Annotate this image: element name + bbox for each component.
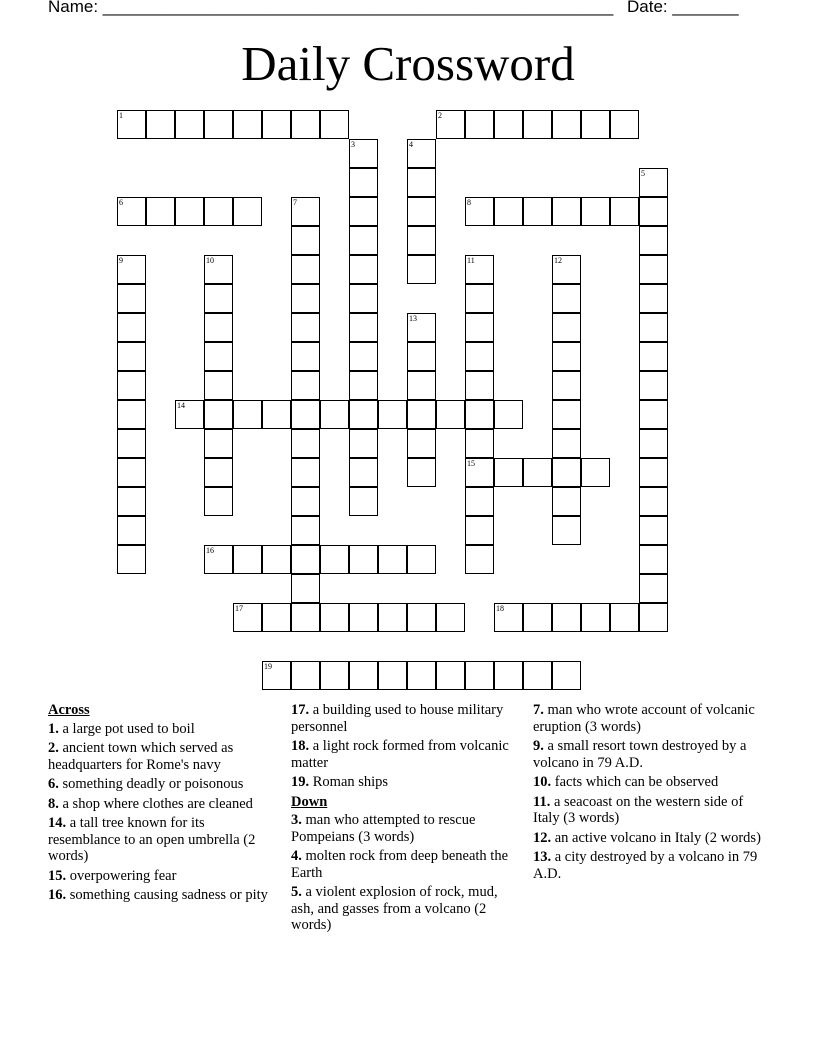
- cell-number: 16: [206, 546, 214, 555]
- across-clue-14: [48, 815, 274, 865]
- cell-number: 10: [206, 256, 214, 265]
- grid-cell[interactable]: [291, 545, 320, 574]
- grid-cell[interactable]: [204, 458, 233, 487]
- clue-text: a light rock formed from volcanic matter: [291, 738, 509, 771]
- grid-cell[interactable]: [320, 110, 349, 139]
- grid-cell[interactable]: [349, 284, 378, 313]
- clue-text: a violent explosion of rock, mud, ash, and gasses from a volcano (2 words): [291, 884, 498, 933]
- cell-number: 7: [293, 198, 297, 207]
- clue-number: 13.: [533, 849, 552, 865]
- grid-cell[interactable]: [291, 603, 320, 632]
- clue-number: 6.: [48, 776, 59, 792]
- grid-cell[interactable]: [320, 400, 349, 429]
- clues-column-1: [48, 702, 274, 907]
- grid-cell[interactable]: [291, 574, 320, 603]
- grid-cell[interactable]: [639, 545, 668, 574]
- grid-cell[interactable]: [233, 603, 262, 632]
- across-clue-18: [291, 738, 515, 771]
- grid-cell[interactable]: [639, 429, 668, 458]
- across-clue-17: [291, 702, 515, 735]
- grid-cell[interactable]: [465, 313, 494, 342]
- grid-cell[interactable]: [349, 661, 378, 690]
- grid-cell[interactable]: [552, 371, 581, 400]
- grid-cell[interactable]: [349, 139, 378, 168]
- grid-cell[interactable]: [552, 516, 581, 545]
- grid-cell[interactable]: [291, 487, 320, 516]
- grid-cell[interactable]: [291, 342, 320, 371]
- grid-cell[interactable]: [407, 139, 436, 168]
- grid-cell[interactable]: [291, 284, 320, 313]
- cell-number: 18: [496, 604, 504, 613]
- grid-cell[interactable]: [407, 458, 436, 487]
- clue-number: 2.: [48, 740, 59, 756]
- grid-cell[interactable]: [552, 400, 581, 429]
- clue-number: 9.: [533, 738, 544, 754]
- clue-number: 7.: [533, 702, 544, 718]
- across-clue-16: [48, 887, 274, 904]
- down-clue-3: [291, 812, 515, 845]
- grid-cell[interactable]: [349, 487, 378, 516]
- grid-cell[interactable]: [552, 110, 581, 139]
- grid-cell[interactable]: [175, 110, 204, 139]
- cell-number: 6: [119, 198, 123, 207]
- grid-cell[interactable]: [407, 661, 436, 690]
- grid-cell[interactable]: [291, 429, 320, 458]
- grid-cell[interactable]: [349, 545, 378, 574]
- grid-cell[interactable]: [291, 197, 320, 226]
- grid-cell[interactable]: [233, 110, 262, 139]
- grid-cell[interactable]: [407, 197, 436, 226]
- clue-number: 4.: [291, 848, 302, 864]
- grid-cell[interactable]: [146, 110, 175, 139]
- grid-cell[interactable]: [581, 110, 610, 139]
- grid-cell[interactable]: [291, 313, 320, 342]
- grid-cell[interactable]: [175, 400, 204, 429]
- grid-cell[interactable]: [262, 661, 291, 690]
- grid-cell[interactable]: [523, 110, 552, 139]
- clue-text: a city destroyed by a volcano in 79 A.D.: [533, 849, 758, 882]
- clue-text: something deadly or poisonous: [62, 776, 244, 792]
- grid-cell[interactable]: [639, 371, 668, 400]
- cell-number: 3: [351, 140, 355, 149]
- grid-cell[interactable]: [552, 487, 581, 516]
- grid-cell[interactable]: [204, 545, 233, 574]
- grid-cell[interactable]: [117, 458, 146, 487]
- grid-cell[interactable]: [204, 487, 233, 516]
- grid-cell[interactable]: [523, 458, 552, 487]
- grid-cell[interactable]: [117, 110, 146, 139]
- grid-cell[interactable]: [117, 400, 146, 429]
- grid-cell[interactable]: [639, 603, 668, 632]
- grid-cell[interactable]: [639, 284, 668, 313]
- grid-cell[interactable]: [291, 516, 320, 545]
- clue-text: overpowering fear: [69, 867, 177, 884]
- grid-cell[interactable]: [291, 458, 320, 487]
- clue-text: Roman ships: [312, 774, 389, 790]
- clue-text: a large pot used to boil: [62, 720, 195, 737]
- grid-cell[interactable]: [436, 400, 465, 429]
- down-clue-12: [533, 830, 765, 847]
- grid-cell[interactable]: [204, 342, 233, 371]
- grid-cell[interactable]: [581, 603, 610, 632]
- grid-cell[interactable]: [291, 226, 320, 255]
- grid-cell[interactable]: [581, 197, 610, 226]
- grid-cell[interactable]: [349, 603, 378, 632]
- across-clue-15: [48, 868, 274, 885]
- grid-cell[interactable]: [407, 429, 436, 458]
- clue-number: 19.: [291, 774, 310, 790]
- grid-cell[interactable]: [349, 342, 378, 371]
- grid-cell[interactable]: [204, 255, 233, 284]
- grid-cell[interactable]: [639, 516, 668, 545]
- clue-number: 12.: [533, 829, 552, 846]
- grid-cell[interactable]: [233, 400, 262, 429]
- down-clue-7: [533, 702, 765, 735]
- grid-cell[interactable]: [407, 400, 436, 429]
- clue-text: a shop where clothes are cleaned: [62, 795, 253, 812]
- grid-cell[interactable]: [320, 603, 349, 632]
- grid-cell[interactable]: [552, 255, 581, 284]
- clue-number: 1.: [48, 720, 59, 737]
- grid-cell[interactable]: [552, 284, 581, 313]
- grid-cell[interactable]: [117, 371, 146, 400]
- clue-text: a tall tree known for its resemblance to an open umbrella (2 words): [48, 815, 256, 864]
- clue-text: man who attempted to rescue Pompeians (3 words): [291, 812, 476, 845]
- grid-cell[interactable]: [436, 603, 465, 632]
- down-heading: Down: [291, 793, 328, 810]
- grid-cell[interactable]: [320, 661, 349, 690]
- grid-cell[interactable]: [262, 110, 291, 139]
- grid-cell[interactable]: [639, 342, 668, 371]
- name-field-label: Name: ______________________________________________________: [48, 0, 614, 16]
- grid-cell[interactable]: [262, 545, 291, 574]
- grid-cell[interactable]: [291, 371, 320, 400]
- grid-cell[interactable]: [320, 545, 349, 574]
- grid-cell[interactable]: [639, 487, 668, 516]
- grid-cell[interactable]: [117, 342, 146, 371]
- clue-number: 5.: [291, 884, 302, 900]
- grid-cell[interactable]: [349, 458, 378, 487]
- down-clue-4: [291, 848, 515, 881]
- cell-number: 13: [409, 314, 417, 323]
- grid-cell[interactable]: [494, 400, 523, 429]
- grid-cell[interactable]: [465, 487, 494, 516]
- cell-number: 4: [409, 140, 413, 149]
- clue-text: facts which can be observed: [554, 774, 719, 790]
- grid-cell[interactable]: [349, 400, 378, 429]
- down-clue-9: [533, 738, 765, 771]
- grid-cell[interactable]: [204, 371, 233, 400]
- grid-cell[interactable]: [552, 342, 581, 371]
- cell-number: 8: [467, 198, 471, 207]
- grid-cell[interactable]: [639, 226, 668, 255]
- across-clue-8: [48, 796, 274, 813]
- cell-number: 17: [235, 604, 243, 613]
- grid-cell[interactable]: [523, 603, 552, 632]
- clue-text: something causing sadness or pity: [69, 887, 268, 903]
- clue-text: man who wrote account of volcanic eruption (3 words): [533, 702, 755, 735]
- grid-cell[interactable]: [146, 197, 175, 226]
- grid-cell[interactable]: [494, 603, 523, 632]
- across-clue-19: [291, 774, 515, 791]
- clue-text: molten rock from deep beneath the Earth: [291, 848, 509, 881]
- grid-cell[interactable]: [117, 284, 146, 313]
- grid-cell[interactable]: [639, 400, 668, 429]
- cell-number: 1: [119, 111, 123, 120]
- cell-number: 14: [177, 401, 185, 410]
- grid-cell[interactable]: [407, 545, 436, 574]
- grid-cell[interactable]: [117, 255, 146, 284]
- clue-number: 15.: [48, 867, 67, 884]
- grid-cell[interactable]: [465, 400, 494, 429]
- grid-cell[interactable]: [204, 110, 233, 139]
- grid-cell[interactable]: [639, 313, 668, 342]
- grid-cell[interactable]: [436, 661, 465, 690]
- clue-number: 3.: [291, 812, 302, 828]
- grid-cell[interactable]: [552, 661, 581, 690]
- grid-cell[interactable]: [407, 603, 436, 632]
- grid-cell[interactable]: [349, 429, 378, 458]
- grid-cell[interactable]: [407, 342, 436, 371]
- clue-number: 17.: [291, 702, 310, 718]
- grid-cell[interactable]: [523, 661, 552, 690]
- grid-cell[interactable]: [407, 226, 436, 255]
- grid-cell[interactable]: [407, 255, 436, 284]
- grid-cell[interactable]: [291, 255, 320, 284]
- grid-cell[interactable]: [233, 545, 262, 574]
- grid-cell[interactable]: [117, 487, 146, 516]
- grid-cell[interactable]: [465, 197, 494, 226]
- cell-number: 19: [264, 662, 272, 671]
- down-clue-10: [533, 774, 765, 791]
- clues-column-3: [533, 702, 765, 885]
- grid-cell[interactable]: [204, 429, 233, 458]
- grid-cell[interactable]: [639, 255, 668, 284]
- clue-number: 14.: [48, 815, 67, 831]
- grid-cell[interactable]: [117, 516, 146, 545]
- across-clue-2: [48, 740, 274, 773]
- grid-cell[interactable]: [349, 313, 378, 342]
- grid-cell[interactable]: [407, 313, 436, 342]
- grid-cell[interactable]: [465, 516, 494, 545]
- grid-cell[interactable]: [552, 313, 581, 342]
- clue-text: a building used to house military personnel: [291, 702, 504, 735]
- grid-cell[interactable]: [175, 197, 204, 226]
- grid-cell[interactable]: [465, 545, 494, 574]
- grid-cell[interactable]: [465, 342, 494, 371]
- cell-number: 11: [467, 256, 475, 265]
- grid-cell[interactable]: [204, 400, 233, 429]
- grid-cell[interactable]: [204, 313, 233, 342]
- grid-cell[interactable]: [291, 110, 320, 139]
- grid-cell[interactable]: [117, 197, 146, 226]
- clues-column-2: [291, 702, 515, 937]
- grid-cell[interactable]: [349, 371, 378, 400]
- grid-cell[interactable]: [117, 429, 146, 458]
- grid-cell[interactable]: [204, 284, 233, 313]
- cell-number: 12: [554, 256, 562, 265]
- grid-cell[interactable]: [349, 168, 378, 197]
- grid-cell[interactable]: [552, 197, 581, 226]
- grid-cell[interactable]: [117, 545, 146, 574]
- grid-cell[interactable]: [610, 197, 639, 226]
- clue-text: a small resort town destroyed by a volcano in 79 A.D.: [533, 738, 747, 771]
- down-clue-11: [533, 794, 765, 827]
- grid-cell[interactable]: [610, 603, 639, 632]
- grid-cell[interactable]: [465, 661, 494, 690]
- grid-cell[interactable]: [262, 603, 291, 632]
- grid-cell[interactable]: [465, 371, 494, 400]
- down-clue-13: [533, 849, 765, 882]
- clue-number: 16.: [48, 887, 67, 903]
- clue-number: 8.: [48, 795, 59, 812]
- grid-cell[interactable]: [552, 603, 581, 632]
- clue-number: 10.: [533, 774, 552, 790]
- clue-number: 18.: [291, 738, 310, 754]
- grid-cell[interactable]: [465, 110, 494, 139]
- page-title: Daily Crossword: [241, 36, 575, 91]
- grid-cell[interactable]: [349, 255, 378, 284]
- clue-text: a seacoast on the western side of Italy (3 words): [533, 793, 744, 826]
- grid-cell[interactable]: [465, 284, 494, 313]
- grid-cell[interactable]: [610, 110, 639, 139]
- grid-cell[interactable]: [494, 197, 523, 226]
- grid-cell[interactable]: [291, 661, 320, 690]
- across-clue-6: [48, 776, 274, 793]
- grid-cell[interactable]: [349, 226, 378, 255]
- clue-number: 11.: [533, 793, 551, 810]
- grid-cell[interactable]: [494, 110, 523, 139]
- grid-cell[interactable]: [494, 661, 523, 690]
- grid-cell[interactable]: [349, 197, 378, 226]
- grid-cell[interactable]: [639, 197, 668, 226]
- grid-cell[interactable]: [378, 661, 407, 690]
- grid-cell[interactable]: [407, 371, 436, 400]
- grid-cell[interactable]: [378, 603, 407, 632]
- grid-cell[interactable]: [262, 400, 291, 429]
- grid-cell[interactable]: [117, 313, 146, 342]
- grid-cell[interactable]: [465, 255, 494, 284]
- grid-cell[interactable]: [204, 197, 233, 226]
- grid-cell[interactable]: [465, 458, 494, 487]
- grid-cell[interactable]: [407, 168, 436, 197]
- grid-cell[interactable]: [639, 168, 668, 197]
- grid-cell[interactable]: [378, 545, 407, 574]
- across-clue-1: [48, 721, 274, 738]
- across-heading: Across: [48, 702, 90, 718]
- cell-number: 2: [438, 111, 442, 120]
- grid-cell[interactable]: [552, 429, 581, 458]
- grid-cell[interactable]: [233, 197, 262, 226]
- grid-cell[interactable]: [494, 458, 523, 487]
- grid-cell[interactable]: [436, 110, 465, 139]
- grid-cell[interactable]: [523, 197, 552, 226]
- cell-number: 9: [119, 256, 123, 265]
- grid-cell[interactable]: [465, 429, 494, 458]
- grid-cell[interactable]: [291, 400, 320, 429]
- down-clue-5: [291, 884, 515, 934]
- grid-cell[interactable]: [552, 458, 581, 487]
- cell-number: 15: [467, 459, 475, 468]
- date-field-label: Date: _______: [627, 0, 739, 16]
- clue-text: an active volcano in Italy (2 words): [554, 829, 761, 846]
- clue-text: ancient town which served as headquarters for Rome's navy: [48, 740, 234, 773]
- grid-cell[interactable]: [581, 458, 610, 487]
- grid-cell[interactable]: [378, 400, 407, 429]
- grid-cell[interactable]: [639, 574, 668, 603]
- cell-number: 5: [641, 169, 645, 178]
- grid-cell[interactable]: [639, 458, 668, 487]
